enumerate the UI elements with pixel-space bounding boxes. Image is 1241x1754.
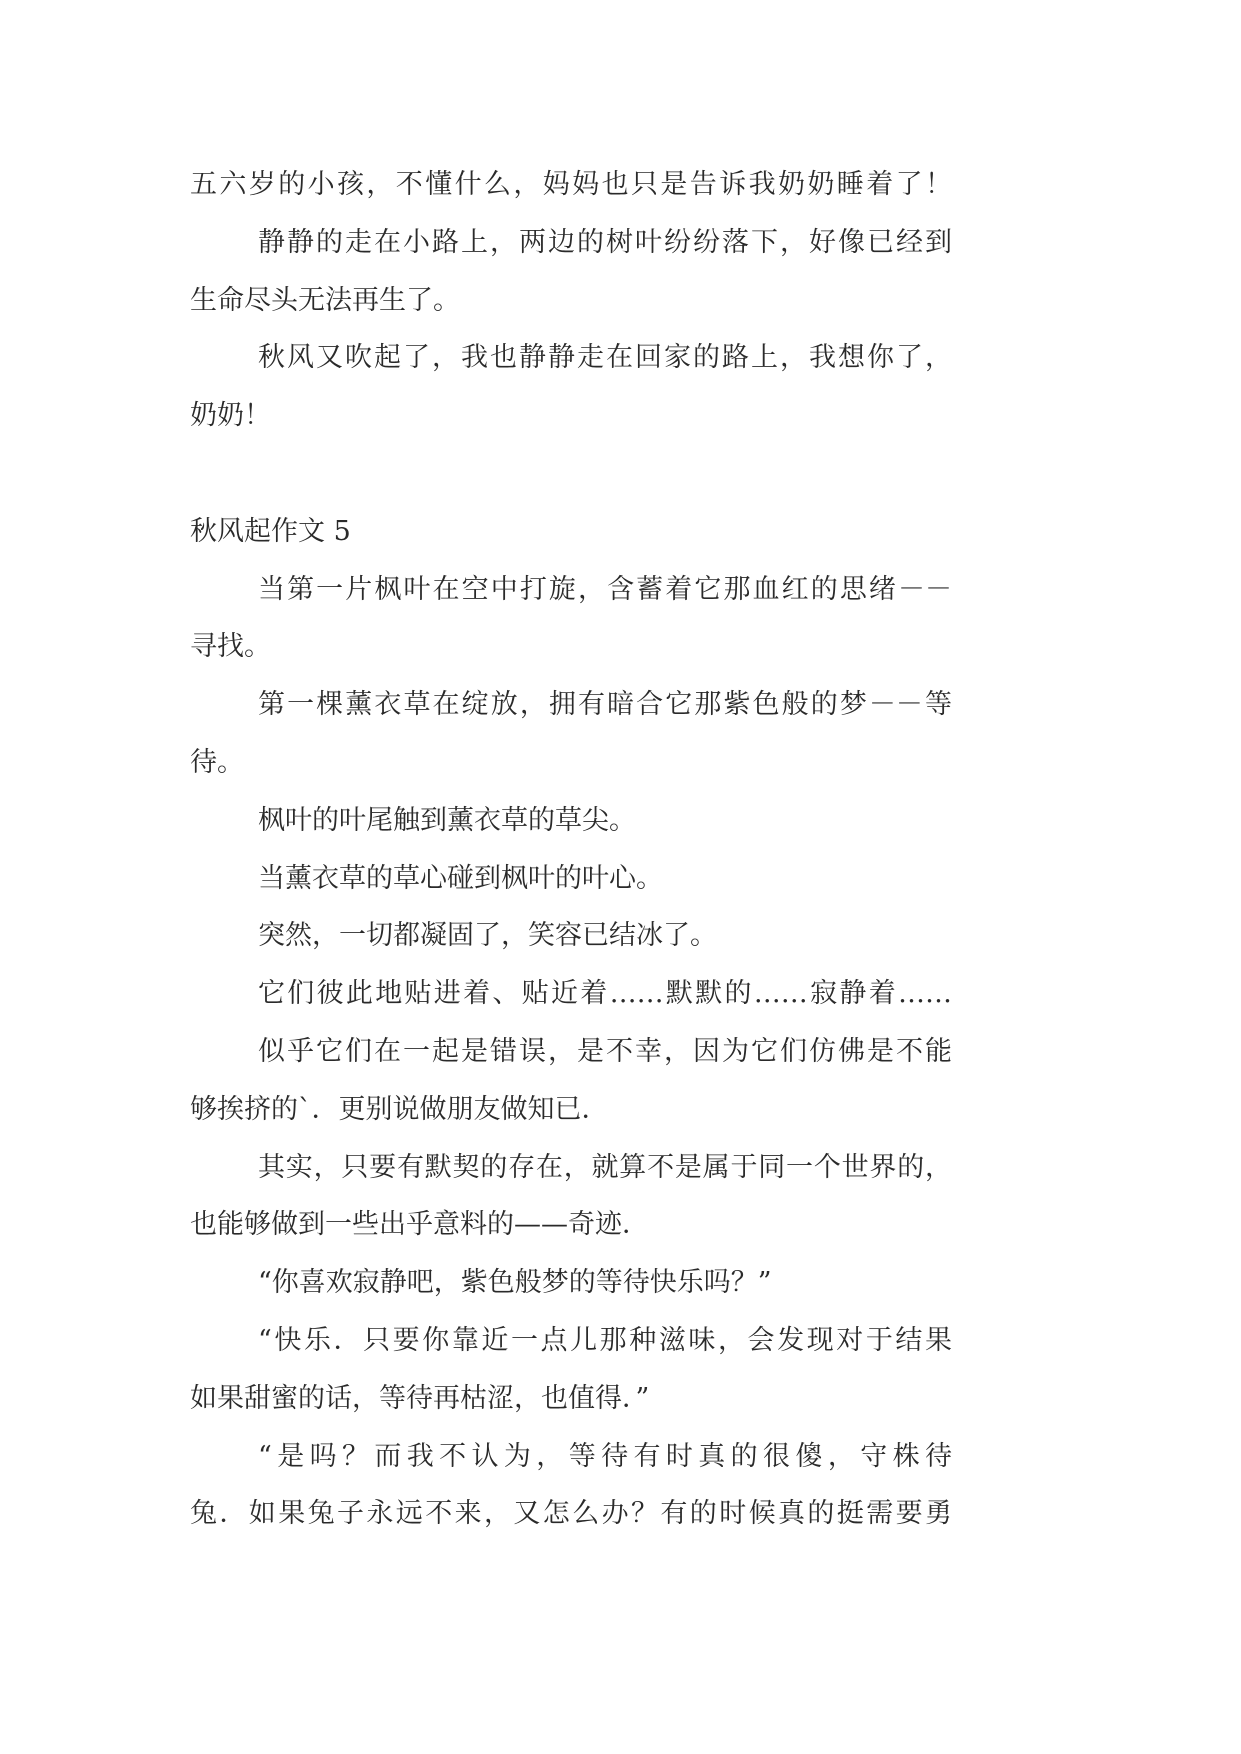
text-line: 奶奶！ <box>190 400 271 432</box>
text-line: 待。 <box>190 746 244 778</box>
document-body <box>190 156 952 1543</box>
text-line: 当薰衣草的草心碰到枫叶的叶心。 <box>258 862 663 894</box>
paragraph <box>190 965 952 1023</box>
text-line: 兔．如果兔子永远不来，又怎么办？有的时候真的挺需要勇 <box>190 1498 952 1530</box>
text-line: 生命尽头无法再生了。 <box>190 284 460 316</box>
paragraph <box>190 850 952 908</box>
paragraph <box>190 907 952 965</box>
text-line: 第一棵薰衣草在绽放，拥有暗合它那紫色般的梦－－等 <box>258 689 952 721</box>
paragraph <box>190 214 952 330</box>
text-line: “你喜欢寂静吧，紫色般梦的等待快乐吗？” <box>258 1267 772 1299</box>
text-line: 静静的走在小路上，两边的树叶纷纷落下，好像已经到 <box>258 226 952 258</box>
text-line: 其实，只要有默契的存在，就算不是属于同一个世界的， <box>258 1151 952 1183</box>
text-line: 也能够做到一些出乎意料的——奇迹． <box>190 1209 649 1241</box>
paragraph <box>190 792 952 850</box>
paragraph <box>190 1139 952 1255</box>
text-line: “快乐．只要你靠近一点儿那种滋味，会发现对于结果 <box>258 1324 952 1356</box>
paragraph <box>190 156 952 214</box>
text-line: 够挨挤的`．更别说做朋友做知已． <box>190 1093 609 1125</box>
text-line: 五六岁的小孩，不懂什么，妈妈也只是告诉我奶奶睡着了！ <box>190 169 952 200</box>
blank-line <box>190 445 952 503</box>
paragraph <box>190 676 952 792</box>
paragraph <box>190 1428 952 1544</box>
text-line: 当第一片枫叶在空中打旋，含蓄着它那血红的思绪－－ <box>258 573 952 605</box>
text-line: “是吗？而我不认为，等待有时真的很傻，守株待 <box>258 1440 952 1472</box>
paragraph <box>190 1254 952 1312</box>
section-title: 秋风起作文 5 <box>190 515 351 547</box>
text-line: 枫叶的叶尾触到薰衣草的草尖。 <box>258 804 636 836</box>
paragraph <box>190 561 952 677</box>
paragraph <box>190 1312 952 1428</box>
text-line: 似乎它们在一起是错误，是不幸，因为它们仿佛是不能 <box>258 1035 952 1067</box>
text-line: 突然，一切都凝固了，笑容已结冰了。 <box>258 920 717 952</box>
text-line: 寻找。 <box>190 631 271 663</box>
text-line: 如果甜蜜的话，等待再枯涩，也值得．” <box>190 1382 650 1414</box>
paragraph <box>190 1023 952 1139</box>
text-line: 秋风又吹起了，我也静静走在回家的路上，我想你了， <box>258 342 952 374</box>
text-line: 它们彼此地贴进着、贴近着……默默的……寂静着…… <box>258 978 952 1010</box>
paragraph <box>190 329 952 445</box>
